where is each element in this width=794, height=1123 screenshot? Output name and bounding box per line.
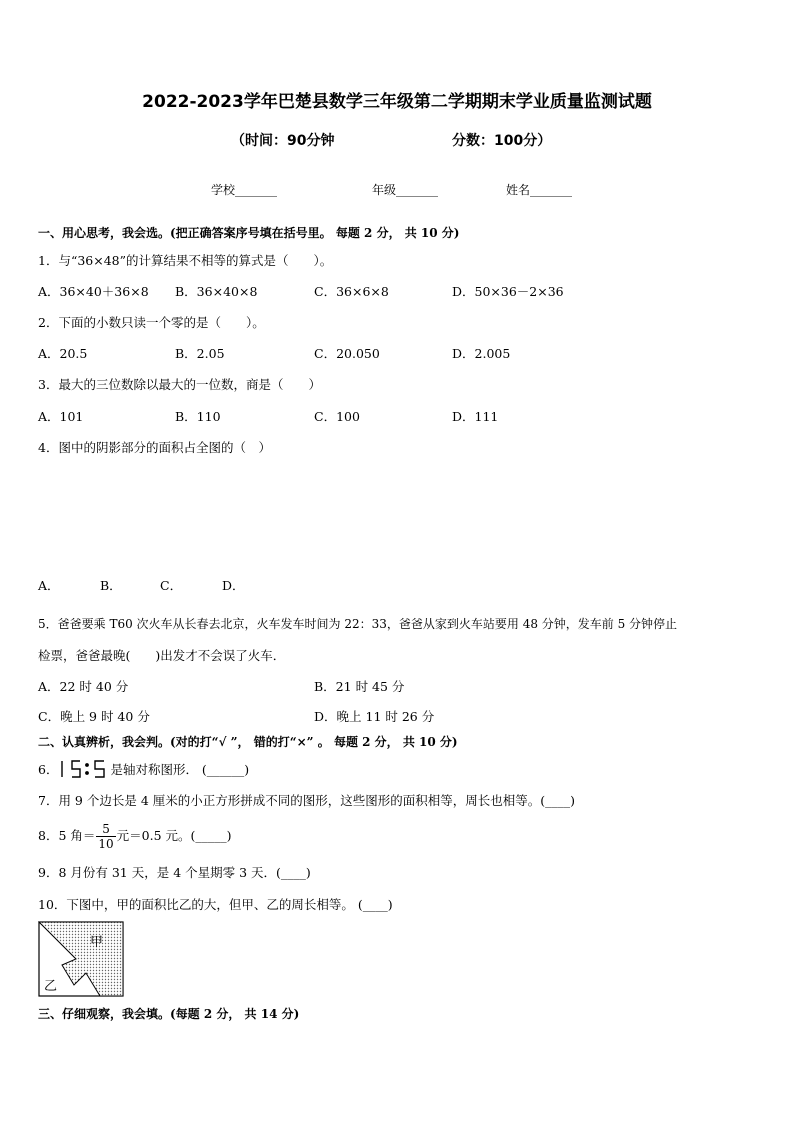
fraction-denominator: 10 bbox=[98, 837, 114, 851]
q5-option-d: D．晚上 11 时 26 分 bbox=[314, 709, 435, 724]
section-1-heading: 一、用心思考，我会选。(把正确答案序号填在括号里。 每题 2 分， 共 10 分) bbox=[38, 226, 460, 240]
page-title: 2022-2023学年巴楚县数学三年级第二学期期末学业质量监测试题 bbox=[142, 92, 652, 112]
label-jia: 甲 bbox=[90, 935, 104, 950]
q2-option-a: A．20.5 bbox=[38, 346, 88, 361]
question-4: 4．图中的阴影部分的面积占全图的（ ） bbox=[38, 440, 271, 455]
shape-diagram bbox=[38, 921, 124, 1001]
q5-option-a: A．22 时 40 分 bbox=[38, 679, 129, 694]
label-yi: 乙 bbox=[44, 979, 58, 994]
question-2: 2．下面的小数只读一个零的是（ ）。 bbox=[38, 315, 265, 330]
q1-option-c: C．36×6×8 bbox=[314, 284, 389, 299]
grade-field: 年级_______ bbox=[372, 183, 439, 197]
q4-option-a: A． bbox=[38, 578, 60, 593]
q3-option-d: D．111 bbox=[452, 409, 499, 424]
question-8-suffix: 元＝0.5 元。(_____) bbox=[116, 828, 232, 843]
question-9: 9．8 月份有 31 天，是 4 个星期零 3 天．(____) bbox=[38, 865, 311, 880]
q3-option-c: C．100 bbox=[314, 409, 360, 424]
question-3: 3．最大的三位数除以最大的一位数，商是（ ） bbox=[38, 377, 321, 392]
q3-option-a: A．101 bbox=[38, 409, 84, 424]
q1-option-b: B．36×40×8 bbox=[175, 284, 258, 299]
q5-option-c: C．晚上 9 时 40 分 bbox=[38, 709, 150, 724]
question-1: 1．与“36×48”的计算结果不相等的算式是（ ）。 bbox=[38, 253, 333, 268]
section-2-heading: 二、认真辨析，我会判。(对的打“√ ”， 错的打“×” 。 每题 2 分， 共 10 分) bbox=[38, 735, 458, 749]
q4-option-c: C． bbox=[160, 578, 183, 593]
q2-option-b: B．2.05 bbox=[175, 346, 225, 361]
question-8 bbox=[38, 822, 232, 851]
q2-option-c: C．20.050 bbox=[314, 346, 380, 361]
question-6-text: 是轴对称图形． (______) bbox=[110, 762, 250, 777]
q1-option-d: D．50×36－2×36 bbox=[452, 284, 564, 299]
school-field: 学校_______ bbox=[211, 183, 278, 197]
q5-option-b: B．21 时 45 分 bbox=[314, 679, 405, 694]
q4-option-d: D． bbox=[222, 578, 245, 593]
digital-clock-figure bbox=[58, 759, 110, 782]
question-5-line-2: 检票，爸爸最晚( )出发才不会误了火车． bbox=[38, 648, 286, 663]
question-6-number: 6． bbox=[38, 762, 59, 777]
q1-option-a: A．36×40＋36×8 bbox=[38, 284, 149, 299]
question-10: 10．下图中，甲的面积比乙的大，但甲、乙的周长相等。 (____) bbox=[38, 897, 393, 912]
question-8-prefix: 8．5 角＝ bbox=[38, 828, 96, 843]
section-3-heading: 三、仔细观察，我会填。(每题 2 分， 共 14 分) bbox=[38, 1007, 300, 1021]
fraction bbox=[96, 822, 115, 851]
exam-time: （时间：90分钟 bbox=[231, 133, 335, 149]
fraction-numerator: 5 bbox=[96, 822, 115, 837]
question-6 bbox=[38, 759, 249, 782]
question-7: 7．用 9 个边长是 4 厘米的小正方形拼成不同的图形，这些图形的面积相等，周长也相等。(____) bbox=[38, 793, 576, 808]
question-5-line-1: 5．爸爸要乘 T60 次火车从长春去北京，火车发车时间为 22：33，爸爸从家到火车站要用 48 分钟，发车前 5 分钟停止 bbox=[38, 617, 678, 631]
q2-option-d: D．2.005 bbox=[452, 346, 511, 361]
q4-option-b: B． bbox=[100, 578, 122, 593]
name-field: 姓名_______ bbox=[506, 183, 573, 197]
exam-score: 分数：100分） bbox=[452, 133, 552, 149]
q3-option-b: B．110 bbox=[175, 409, 221, 424]
